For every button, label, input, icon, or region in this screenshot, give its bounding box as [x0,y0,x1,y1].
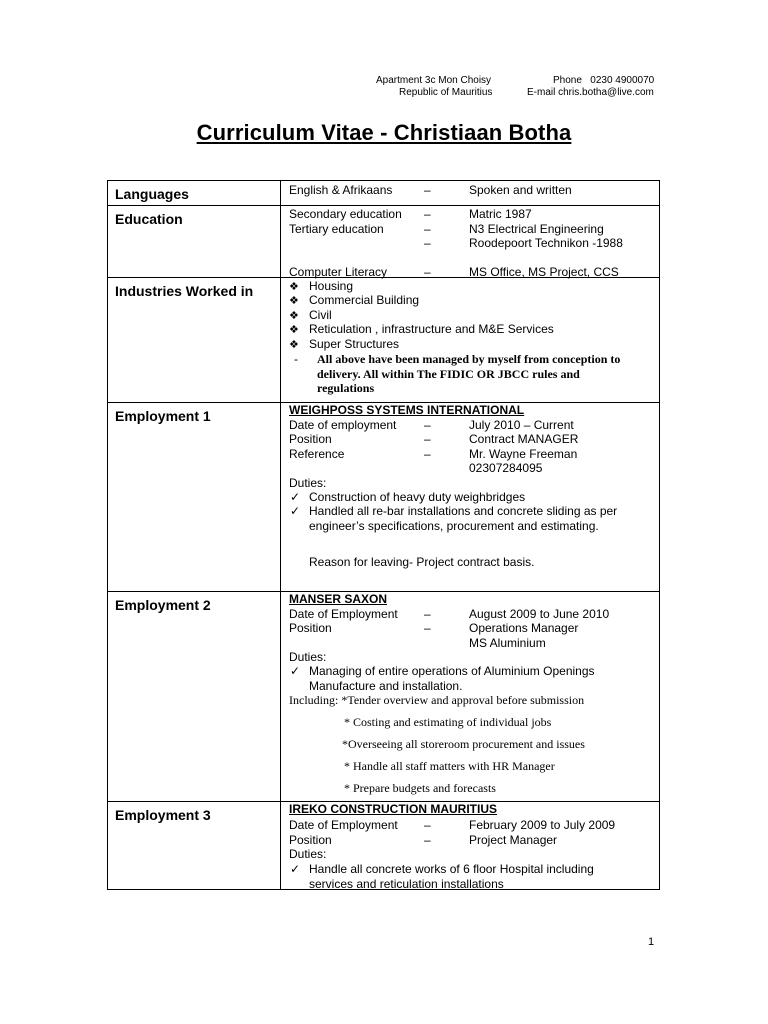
phone-number: 0230 4900070 [590,75,655,86]
checkmark-icon: ✓ [290,504,301,518]
address-line: Apartment 3c Mon Choisy [376,75,492,86]
address-line: Republic of Mauritius [399,87,493,98]
email-address[interactable]: chris.botha@live.com [558,87,654,98]
duty-item: Managing of entire operations of Aluminium Openings [309,664,595,678]
education-computer: Computer Literacy [289,265,388,279]
dash: – [424,236,431,250]
education-computer-value: MS Office, MS Project, CCS [469,265,619,279]
contact-block [527,75,654,99]
industry-item: Reticulation , infrastructure and M&E Services [309,322,554,336]
employment2-extra: *Overseeing all storeroom procurement and issues [342,737,585,751]
address-block [376,75,492,99]
dash: – [424,447,431,461]
row-divider [108,205,659,206]
duty-item: Handled all re-bar installations and concrete sliding as per [309,504,618,518]
duty-item: Construction of heavy duty weighbridges [309,490,526,504]
section-label-industries: Industries Worked in [115,283,254,299]
employment3-date-label: Date of Employment [289,818,398,832]
industries-note-line: regulations [317,381,375,395]
dash: – [424,265,431,279]
employment3-duties-label: Duties: [289,847,327,861]
page-title: Curriculum Vitae - Christiaan Botha [196,120,572,145]
dash: – [424,818,431,832]
education-tertiary-value: Roodepoort Technikon -1988 [469,236,623,250]
employment2-duties-label: Duties: [289,650,327,664]
section-label-employment-2: Employment 2 [115,597,211,613]
dash: – [424,222,431,236]
diamond-bullet-icon: ❖ [289,281,299,293]
industry-item: Housing [309,279,354,293]
industry-item: Civil [309,308,332,322]
section-label-employment-3: Employment 3 [115,807,211,823]
diamond-bullet-icon: ❖ [289,295,299,307]
employment2-position-value: Operations Manager [469,621,579,635]
employment1-position-label: Position [289,432,332,446]
employment3-position-value: Project Manager [469,833,558,847]
employment1-reason: Reason for leaving- Project contract basis. [309,555,535,569]
dash: – [424,183,431,197]
education-tertiary-value: N3 Electrical Engineering [469,222,604,236]
employment2-position-label: Position [289,621,332,635]
duty-item: Handle all concrete works of 6 floor Hospital including [309,862,594,876]
employment1-company: WEIGHPOSS SYSTEMS INTERNATIONAL [289,403,525,417]
section-label-education: Education [115,211,183,227]
languages-value: Spoken and written [469,183,572,197]
industry-item: Super Structures [309,337,400,351]
cv-table [107,180,660,890]
employment1-date-value: July 2010 – Current [469,418,574,432]
dash: – [424,418,431,432]
dash: – [424,621,431,635]
education-secondary: Secondary education [289,207,402,221]
employment1-date-label: Date of employment [289,418,397,432]
industries-note-line: All above have been managed by myself from conception to [317,352,621,366]
diamond-bullet-icon: ❖ [289,324,299,336]
duty-item-continued: services and reticulation installations [309,877,504,891]
dash: – [424,432,431,446]
employment2-including: Including: *Tender overview and approval before submission [289,693,585,707]
employment1-reference-phone: 02307284095 [469,461,543,475]
diamond-bullet-icon: ❖ [289,310,299,322]
employment1-reference-value: Mr. Wayne Freeman [469,447,578,461]
checkmark-icon: ✓ [290,664,301,678]
employment2-extra: * Handle all staff matters with HR Manager [344,759,555,773]
employment2-date-label: Date of Employment [289,607,398,621]
employment2-extra: * Prepare budgets and forecasts [344,781,496,795]
employment3-date-value: February 2009 to July 2009 [469,818,616,832]
employment3-company: IREKO CONSTRUCTION MAURITIUS [289,802,497,816]
education-tertiary: Tertiary education [289,222,384,236]
employment2-date-value: August 2009 to June 2010 [469,607,610,621]
page-number: 1 [648,936,655,948]
employment2-extra: * Costing and estimating of individual jobs [344,715,552,729]
dash: – [424,833,431,847]
employment1-duties-label: Duties: [289,476,327,490]
section-label-employment-1: Employment 1 [115,408,211,424]
employment1-position-value: Contract MANAGER [469,432,579,446]
employment2-company: MANSER SAXON [289,592,388,606]
diamond-bullet-icon: ❖ [289,339,299,351]
employment3-position-label: Position [289,833,332,847]
note-marker: - [294,352,298,366]
column-divider [280,181,281,889]
checkmark-icon: ✓ [290,490,301,504]
employment1-reference-label: Reference [289,447,345,461]
checkmark-icon: ✓ [290,862,301,876]
education-secondary-value: Matric 1987 [469,207,532,221]
duty-item-continued: engineer’s specifications, procurement and estimating. [309,519,599,533]
languages-item: English & Afrikaans [289,183,393,197]
email-label: E-mail [527,87,556,98]
industries-note-line: delivery. All within The FIDIC OR JBCC rules and [317,367,580,381]
industry-item: Commercial Building [309,293,420,307]
duty-item-continued: Manufacture and installation. [309,679,463,693]
employment2-position-value: MS Aluminium [469,636,546,650]
dash: – [424,607,431,621]
section-label-languages: Languages [115,186,189,202]
phone-label: Phone [553,75,582,86]
dash: – [424,207,431,221]
